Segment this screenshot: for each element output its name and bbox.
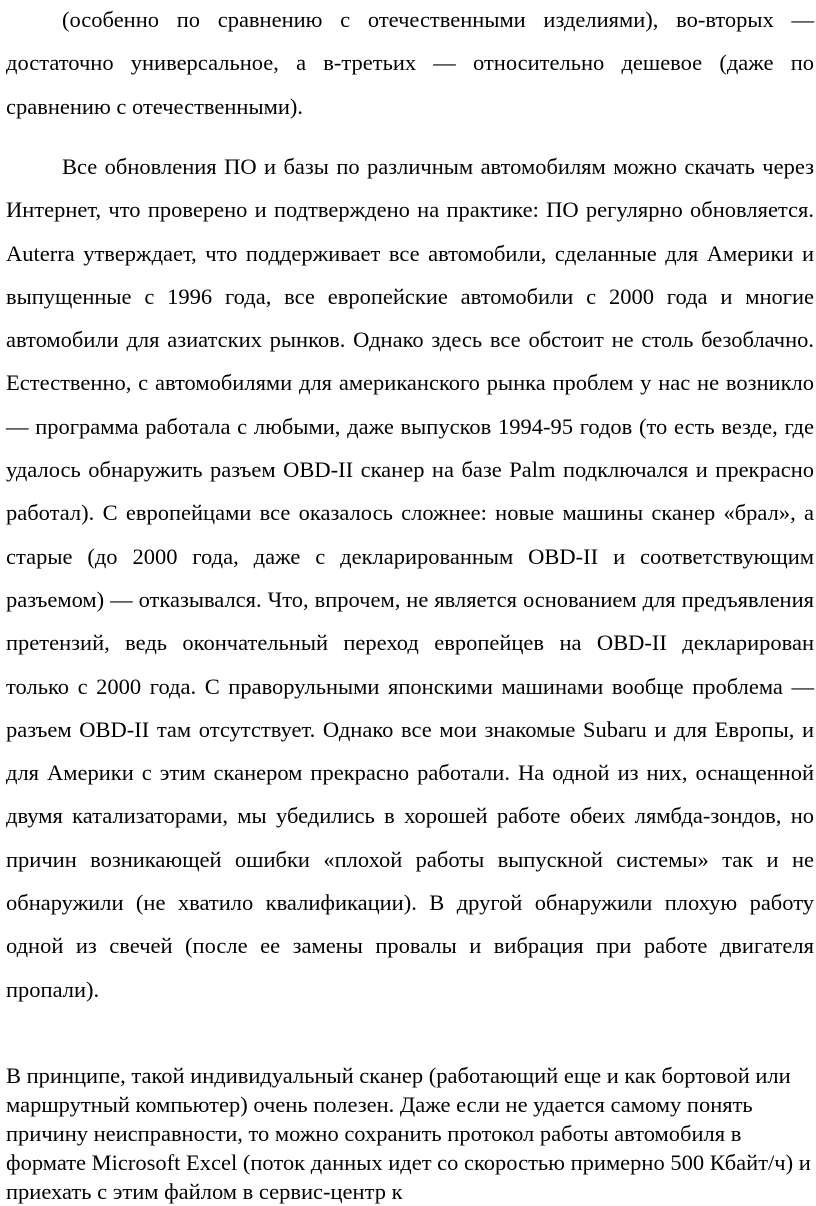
paragraph-conclusion: В принципе, такой индивидуальный сканер (работающий еще и как бортовой или маршрутный компьютер) очень полезен. Даже если не удается самому понять причину неисправности, то можно сохранить протокол работы автомобиля в формате Microsoft Excel (поток данных идет со скоростью примерно 500 Кбайт/ч) и приехать с этим файлом в сервис-центр к — [6, 1063, 811, 1204]
paragraph-body: Все обновления ПО и базы по различным автомобилям можно скачать через Интернет, что проверено и подтверждено на практике: ПО регулярно обновляется. Auterra утверждает, что поддерживает все автомобили, сделанные для Америки и выпущенные с 1996 года, все европейские автомобили с 2000 года и многие автомобили для азиатских рынков. Однако здесь все обстоит не столь безоблачно. Естественно, с автомобилями для американского рынка проблем у нас не возникло — программа работала с любыми, даже выпусков 1994-95 годов (то есть везде, где удалось обнаружить разъем OBD-II сканер на базе Palm подключался и прекрасно работал). С европейцами все оказалось сложнее: новые машины сканер «брал», а старые (до 2000 года, даже с декларированным OBD-II и соответствующим разъемом) — отказывался. Что, впрочем, не является основанием для предъявления претензий, ведь окончательный переход европейцев на OBD-II декларирован только с 2000 года. С праворульными японскими машинами вообще проблема — разъем OBD-II там отсутствует. Однако все мои знакомые Subaru и для Европы, и для Америки с этим сканером прекрасно работали. На одной из них, оснащенной двумя катализаторами, мы убедились в хорошей работе обеих лямбда-зондов, но причин возникающей ошибки «плохой работы выпускной системы» так и не обнаружили (не хватило квалификации). В другой обнаружили плохую работу одной из свечей (после ее замены провалы и вибрация при работе двигателя пропали). — [6, 154, 814, 1002]
paragraph-continuation: (особенно по сравнению с отечественными изделиями), во-вторых — достаточно универсальное, а в-третьих — относительно дешевое (даже по сравнению с отечественными). — [6, 7, 814, 119]
